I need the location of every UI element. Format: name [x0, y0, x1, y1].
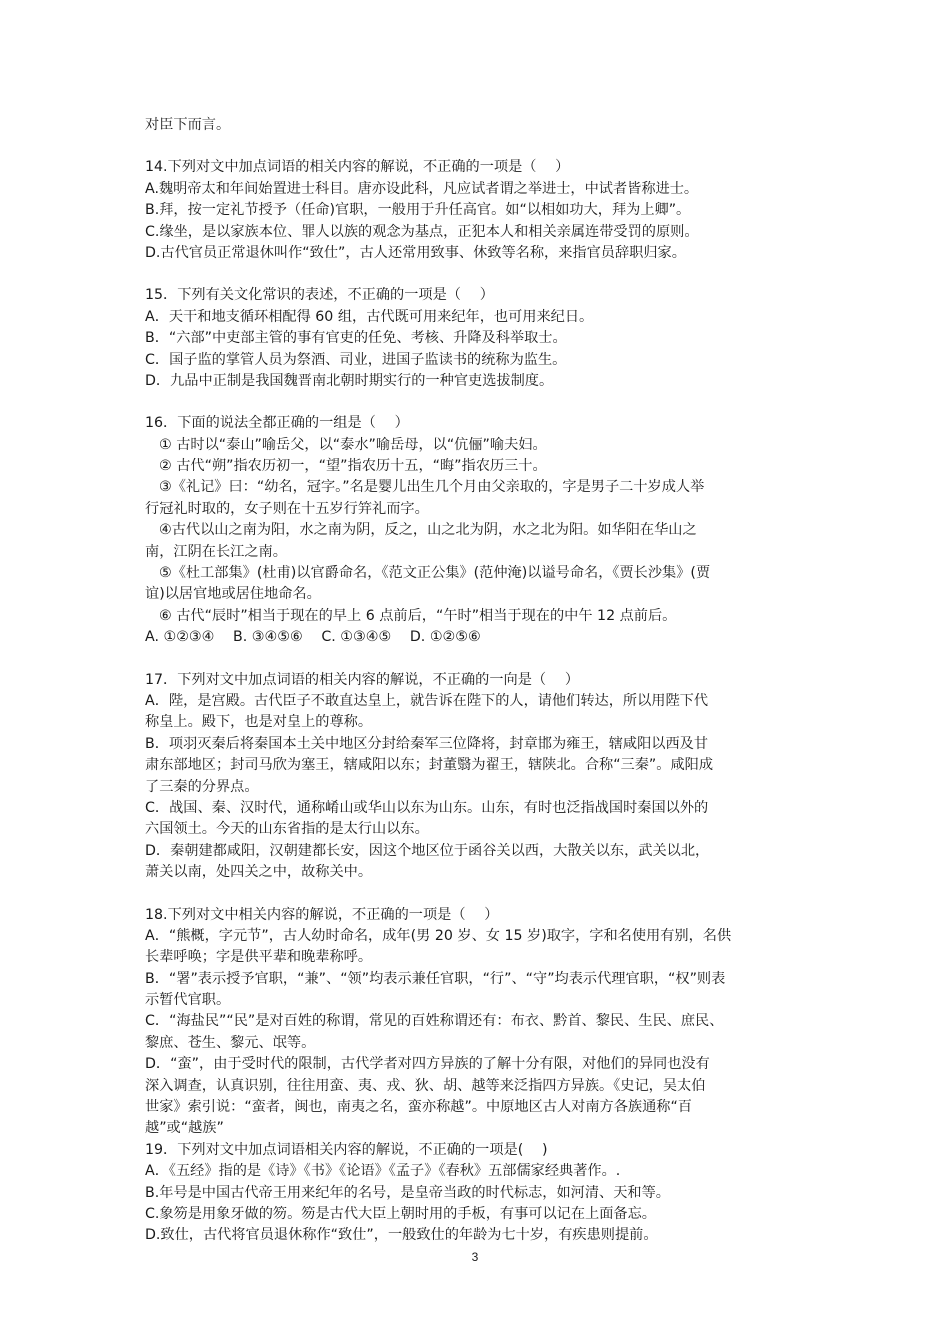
text-line: C．国子监的掌管人员为祭酒、司业，进国子监读书的统称为监生。: [145, 351, 567, 368]
text-line: 长辈呼唤；字是供平辈和晚辈称呼。: [145, 949, 373, 966]
page-number: 3: [471, 1250, 479, 1264]
text-line: C．“海盐民”“民”是对百姓的称谓，常见的百姓称谓还有：布衣、黔首、黎民、生民、庶民、: [145, 1013, 724, 1030]
text-line: 肃东部地区；封司马欣为塞王，辖咸阳以东；封董翳为翟王，辖陕北。合称“三秦”。咸阳成: [145, 757, 714, 774]
text-line: B．“署”表示授予官职，“兼”、“领”均表示兼任官职，“行”、“守”均表示代理官职，“权”则表: [145, 970, 726, 987]
text-line: 黎庶、苍生、黎元、氓等。: [145, 1034, 316, 1051]
text-line: D．“蛮”，由于受时代的限制，古代学者对四方异族的了解十分有限，对他们的异同也没有: [145, 1056, 710, 1073]
text-line: 称皇上。殿下，也是对皇上的尊称。: [145, 714, 373, 731]
text-line: 16．下面的说法全都正确的一组是（ ）: [145, 415, 409, 432]
text-line: C．战国、秦、汉时代，通称崤山或华山以东为山东。山东，有时也泛指战国时秦国以外的: [145, 799, 709, 816]
text-line: B．项羽灭秦后将秦国本土关中地区分封给秦军三位降将，封章邯为雍王，辖咸阳以西及甘: [145, 735, 709, 752]
text-line: 行冠礼时取的，女子则在十五岁行笄礼而字。: [145, 500, 429, 517]
text-line: B.拜，按一定礼节授予（任命)官职，一般用于升任高官。如“以相如功大，拜为上卿”。: [145, 202, 691, 219]
paragraph-gap: [145, 392, 810, 413]
text-line: C.缘坐，是以家族本位、罪人以族的观念为基点，正犯本人和相关亲属连带受罚的原则。: [145, 223, 699, 240]
text-line: 对臣下而言。: [145, 117, 231, 133]
text-line: B.年号是中国古代帝王用来纪年的名号，是皇帝当政的时代标志，如河清、天和等。: [145, 1184, 670, 1201]
text-line: C.象笏是用象牙做的笏。笏是古代大臣上朝时用的手板，有事可以记在上面备忘。: [145, 1205, 656, 1222]
text-line: A．天干和地支循环相配得 60 组，古代既可用来纪年，也可用来纪日。: [145, 308, 594, 325]
document-body: [145, 115, 810, 1247]
text-line: A.魏明帝太和年间始置进士科目。唐亦设此科，凡应试者谓之举进士，中试者皆称进士。: [145, 180, 699, 197]
paragraph-gap: [145, 884, 810, 905]
text-line: 示暂代官职。: [145, 992, 231, 1009]
text-line: A．《五经》指的是《诗》《书》《论语》《孟子》《春秋》五部儒家经典著作。.: [145, 1163, 621, 1180]
text-line: 了三秦的分界点。: [145, 778, 259, 795]
text-line: A．陛，是宫殿。古代臣子不敢直达皇上，就告诉在陛下的人，请他们转达，所以用陛下代: [145, 692, 709, 709]
text-line: ⑥ 古代“辰时”相当于现在的早上 6 点前后，“午时”相当于现在的中午 12 点前后。: [159, 607, 677, 624]
text-line: ② 古代“朔”指农历初一，“望”指农历十五，“晦”指农历三十。: [159, 458, 547, 475]
text-line: B．“六部”中吏部主管的事有官吏的任免、考核、升降及科举取士。: [145, 330, 567, 347]
text-line: 越”或“越族”: [145, 1120, 224, 1137]
text-line: D．九品中正制是我国魏晋南北朝时期实行的一种官吏选拔制度。: [145, 372, 554, 389]
text-line: ⑤《杜工部集》(杜甫)以官爵命名，《范文正公集》(范仲淹)以谥号命名，《贾长沙集》(贾: [159, 565, 711, 582]
text-line: ④古代以山之南为阳，水之南为阴，反之，山之北为阴，水之北为阳。如华阳在华山之: [159, 522, 697, 539]
text-line: ① 古时以“泰山”喻岳父，以“泰水”喻岳母，以“伉俪”喻夫妇。: [159, 436, 547, 453]
text-line: 15．下列有关文化常识的表述，不正确的一项是（ ）: [145, 287, 494, 304]
text-line: 18.下列对文中相关内容的解说，不正确的一项是（ ）: [145, 906, 499, 923]
text-line: 谊)以居官地或居住地命名。: [145, 586, 321, 603]
text-line: D.古代官员正常退休叫作“致仕”，古人还常用致事、休致等名称，来指官员辞职归家。: [145, 244, 686, 261]
text-line: 14.下列对文中加点词语的相关内容的解说，不正确的一项是（ ）: [145, 159, 570, 176]
text-line: 17．下列对文中加点词语的相关内容的解说，不正确的一向是（ ）: [145, 671, 580, 688]
text-line: 萧关以南，处四关之中，故称关中。: [145, 864, 373, 881]
text-line: 19．下列对文中加点词语相关内容的解说，不正确的一项是( ): [145, 1141, 548, 1158]
text-line: D.致仕，古代将官员退休称作“致仕”，一般致仕的年龄为七十岁，有疾患则提前。: [145, 1227, 658, 1244]
paragraph-gap: [145, 649, 810, 670]
paragraph-gap: [145, 136, 810, 157]
text-line: A. ①②③④ B. ③④⑤⑥ C. ①③④⑤ D. ①②⑤⑥: [145, 629, 481, 646]
text-line: 南，江阴在长江之南。: [145, 543, 287, 560]
text-line: 世家》索引说：“蛮者，闽也，南夷之名，蛮亦称越”。中原地区古人对南方各族通称“百: [145, 1099, 692, 1116]
text-line: ③《礼记》曰：“幼名，冠字。”名是婴儿出生几个月由父亲取的，字是男子二十岁成人举: [159, 479, 705, 496]
text-line: A．“熊概，字元节”，古人幼时命名，成年(男 20 岁、女 15 岁)取字，字和名使用有别，名供: [145, 927, 732, 944]
paragraph-gap: [145, 264, 810, 285]
text-line: 六国领土。今天的山东省指的是太行山以东。: [145, 821, 429, 838]
text-line: 深入调查，认真识别，往往用蛮、夷、戎、狄、胡、越等来泛指四方异族。《史记，吴太伯: [145, 1077, 706, 1094]
text-line: D．秦朝建都咸阳，汉朝建都长安，因这个地区位于函谷关以西，大散关以东，武关以北，: [145, 842, 710, 859]
